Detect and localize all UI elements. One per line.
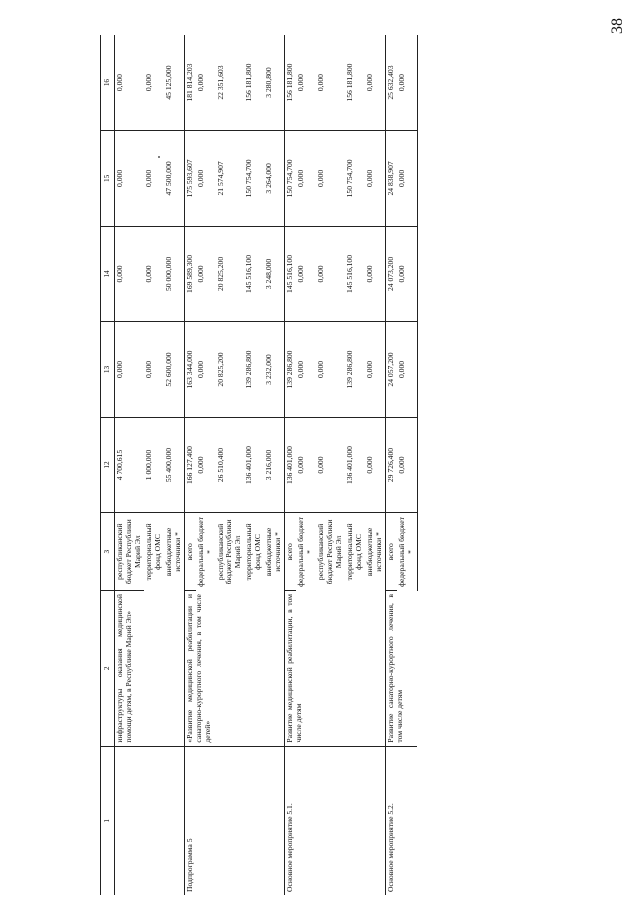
funding-source-cell: территориальный фонд ОМС <box>143 523 162 581</box>
value-cell: 136 401,000 <box>345 417 365 513</box>
value-cell: 175 593,607 <box>184 131 195 227</box>
funding-source-cell: федеральный бюджет * <box>397 513 417 591</box>
value-cell: 0,000 <box>296 322 316 418</box>
value-cell: 0,000 <box>196 322 216 418</box>
value-cell: 156 181,800 <box>285 35 296 131</box>
value-cell: 0,000 <box>397 35 417 131</box>
value-cell: 1 000,000 <box>144 417 164 513</box>
value-cell: 181 814,203 <box>184 35 195 131</box>
value-cell: 139 286,800 <box>285 322 296 418</box>
value-cell: 169 589,300 <box>184 226 195 322</box>
value-cell: 156 181,800 <box>345 35 365 131</box>
value-cell: 22 351,603 <box>216 35 245 131</box>
value-cell: 0,000 <box>144 35 164 131</box>
rotated-table-container <box>100 35 555 895</box>
value-cell: 0,000 <box>316 131 345 227</box>
value-cell: 3 232,000 <box>264 322 284 418</box>
value-cell: 3 280,800 <box>264 35 284 131</box>
value-cell: 0,000 <box>196 226 216 322</box>
value-cell: 0,000 <box>365 131 385 227</box>
value-cell: 0,000 <box>316 417 345 513</box>
row-number-cell: Основное мероприятие 5.1. <box>285 746 386 895</box>
value-cell: 0,000 <box>365 226 385 322</box>
value-cell: 0,000 <box>397 322 417 418</box>
value-cell: 45 125,000 <box>164 35 184 131</box>
funding-source-cell: федеральный бюджет * <box>296 517 315 587</box>
budget-table <box>100 35 418 895</box>
value-cell: 0,000 <box>144 131 164 227</box>
value-cell: 0,000 <box>397 226 417 322</box>
value-cell: 139 286,800 <box>244 322 264 418</box>
value-cell: 0,000 <box>196 35 216 131</box>
value-cell: 0,000 <box>115 226 144 322</box>
value-cell: 0,000 <box>196 417 216 513</box>
column-header: 2 <box>101 591 115 747</box>
value-cell: 166 127,400 <box>184 417 195 513</box>
value-cell: 26 510,400 <box>216 417 245 513</box>
funding-source-cell: всего <box>184 513 195 591</box>
value-cell: 145 516,100 <box>285 226 296 322</box>
funding-source-cell: республиканский бюджет Республики Марий Эл <box>115 513 144 591</box>
value-cell: 25 632,403 <box>385 35 396 131</box>
funding-source-cell: внебюджетные источники * <box>163 527 182 577</box>
value-cell: 156 181,800 <box>244 35 264 131</box>
value-cell: 150 754,700 <box>244 131 264 227</box>
value-cell: 0,000 <box>115 131 144 227</box>
table-row <box>285 35 296 895</box>
value-cell: 145 516,100 <box>345 226 365 322</box>
column-header: 15 <box>101 131 115 227</box>
column-header: 13 <box>101 322 115 418</box>
table-row <box>115 35 144 895</box>
column-header: 12 <box>101 417 115 513</box>
description-cell: Развитие медицинской реабилитации, в том числе детям <box>285 591 386 747</box>
value-cell: 0,000 <box>115 322 144 418</box>
value-cell: 0,000 <box>316 322 345 418</box>
row-number-cell <box>115 746 185 895</box>
value-cell: 20 825,200 <box>216 226 245 322</box>
funding-source-cell: республиканский бюджет Республики Марий Эл <box>316 519 343 585</box>
value-cell: 55 400,000 <box>164 417 184 513</box>
value-cell: 3 248,000 <box>264 226 284 322</box>
value-cell: 0,000 <box>296 417 316 513</box>
value-cell: 150 754,700 <box>345 131 365 227</box>
value-cell: 0,000 <box>316 35 345 131</box>
value-cell: 145 516,100 <box>244 226 264 322</box>
value-cell: 3 216,000 <box>264 417 284 513</box>
row-number-cell: Основное мероприятие 5.2. <box>385 746 417 895</box>
value-cell: 0,000 <box>296 131 316 227</box>
value-cell: 0,000 <box>397 131 417 227</box>
value-cell: 24 057,200 <box>385 322 396 418</box>
value-cell: 0,000 <box>397 417 417 513</box>
value-cell: 29 726,400 <box>385 417 396 513</box>
description-cell: Развитие санаторно-курортного лечения, в том числе детям <box>385 591 417 747</box>
funding-source-cell: внебюджетные источники * <box>264 527 283 577</box>
funding-source-cell: внебюджетные источники * <box>364 527 383 577</box>
value-cell: 0,000 <box>115 35 144 131</box>
value-cell: 163 344,000 <box>184 322 195 418</box>
value-cell: 24 073,200 <box>385 226 396 322</box>
funding-source-cell: территориальный фонд ОМС <box>344 523 363 581</box>
column-header: 16 <box>101 35 115 131</box>
table-header <box>101 35 115 895</box>
value-cell: 136 401,000 <box>244 417 264 513</box>
value-cell: 0,000 <box>296 35 316 131</box>
value-cell: 0,000 <box>365 322 385 418</box>
column-header: 1 <box>101 746 115 895</box>
value-cell: 0,000 <box>316 226 345 322</box>
column-header: 3 <box>101 513 115 591</box>
funding-source-cell: всего <box>285 513 296 591</box>
value-cell: 0,000 <box>144 226 164 322</box>
value-cell: 21 574,907 <box>216 131 245 227</box>
value-cell: 0,000 <box>196 131 216 227</box>
value-cell: 0,000 <box>144 322 164 418</box>
column-header: 14 <box>101 226 115 322</box>
value-cell: 20 825,200 <box>216 322 245 418</box>
value-cell: 136 401,000 <box>285 417 296 513</box>
value-cell: 0,000 <box>365 417 385 513</box>
value-cell: 150 754,700 <box>285 131 296 227</box>
funding-source-cell: республиканский бюджет Республики Марий Эл <box>215 519 243 585</box>
value-cell: 47 500,000 <box>164 131 184 227</box>
funding-source-cell: всего <box>385 513 396 591</box>
table-row <box>184 35 195 895</box>
funding-source-cell: территориальный фонд ОМС <box>244 523 263 581</box>
value-cell: 0,000 <box>296 226 316 322</box>
description-cell: «Развитие медицинской реабилитации и санаторно-курортного лечения, в том числе детей» <box>184 591 285 747</box>
value-cell: 24 838,907 <box>385 131 396 227</box>
description-cell: инфраструктуры оказания медицинской помощи детям, в Республике Марий Эл» <box>115 591 185 747</box>
funding-source-cell: федеральный бюджет * <box>195 517 214 587</box>
row-number-cell: Подпрограмма 5 <box>184 746 285 895</box>
value-cell: 3 264,000 <box>264 131 284 227</box>
table-body <box>115 35 418 895</box>
table-row <box>385 35 396 895</box>
value-cell: 4 700,615 <box>115 417 144 513</box>
value-cell: 139 286,800 <box>345 322 365 418</box>
value-cell: 0,000 <box>365 35 385 131</box>
value-cell: 52 600,000 <box>164 322 184 418</box>
value-cell: 50 000,000 <box>164 226 184 322</box>
page-number: 38 <box>609 18 626 34</box>
header-row <box>101 35 115 895</box>
